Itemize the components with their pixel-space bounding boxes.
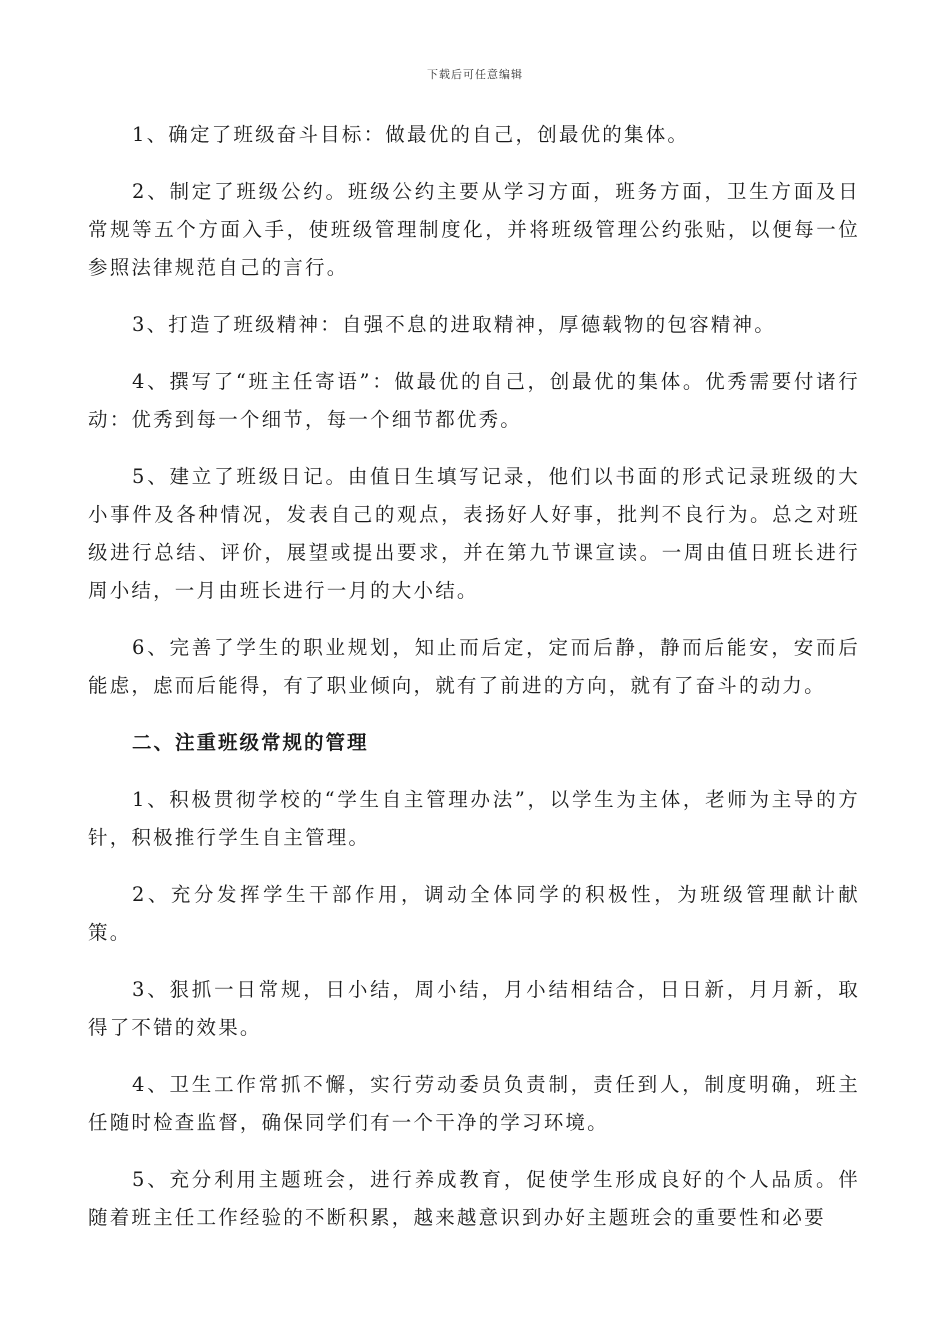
paragraph-1-6: 6、完善了学生的职业规划，知止而后定，定而后静，静而后能安，安而后能虑，虑而后能得，有了职业倾向，就有了前进的方向，就有了奋斗的动力。 xyxy=(88,636,860,697)
paragraph-1-5: 5、建立了班级日记。由值日生填写记录，他们以书面的形式记录班级的大小事件及各种情况，发表自己的观点，表扬好人好事，批判不良行为。总之对班级进行总结、评价，展望或提出要求，并在第九节课宣读。一周由值日班长进行周小结，一月由班长进行一月的大小结。 xyxy=(88,465,860,602)
paragraph-2-5: 5、充分利用主题班会，进行养成教育，促使学生形成良好的个人品质。伴随着班主任工作经验的不断积累，越来越意识到办好主题班会的重要性和必要 xyxy=(88,1168,860,1229)
paragraph-2-3: 3、狠抓一日常规，日小结，周小结，月小结相结合，日日新，月月新，取得了不错的效果。 xyxy=(88,978,860,1039)
paragraph-1-1: 1、确定了班级奋斗目标：做最优的自己，创最优的集体。 xyxy=(132,123,690,146)
page-header: 下载后可任意编辑 xyxy=(427,68,523,81)
paragraph-2-1: 1、积极贯彻学校的“学生自主管理办法”，以学生为主体，老师为主导的方针，积极推行学生自主管理。 xyxy=(88,788,860,849)
paragraph-2-2: 2、充分发挥学生干部作用，调动全体同学的积极性，为班级管理献计献策。 xyxy=(88,883,860,944)
paragraph-1-3: 3、打造了班级精神：自强不息的进取精神，厚德载物的包容精神。 xyxy=(132,313,776,336)
paragraph-1-4: 4、撰写了“班主任寄语”：做最优的自己，创最优的集体。优秀需要付诸行动：优秀到每一个细节，每一个细节都优秀。 xyxy=(88,370,860,431)
section-heading: 二、注重班级常规的管理 xyxy=(132,731,369,754)
document-body xyxy=(88,116,860,1256)
paragraph-2-4: 4、卫生工作常抓不懈，实行劳动委员负责制，责任到人，制度明确，班主任随时检查监督，确保同学们有一个干净的学习环境。 xyxy=(88,1073,860,1134)
paragraph-1-2: 2、制定了班级公约。班级公约主要从学习方面，班务方面，卫生方面及日常规等五个方面入手，使班级管理制度化，并将班级管理公约张贴，以便每一位参照法律规范自己的言行。 xyxy=(88,180,860,279)
